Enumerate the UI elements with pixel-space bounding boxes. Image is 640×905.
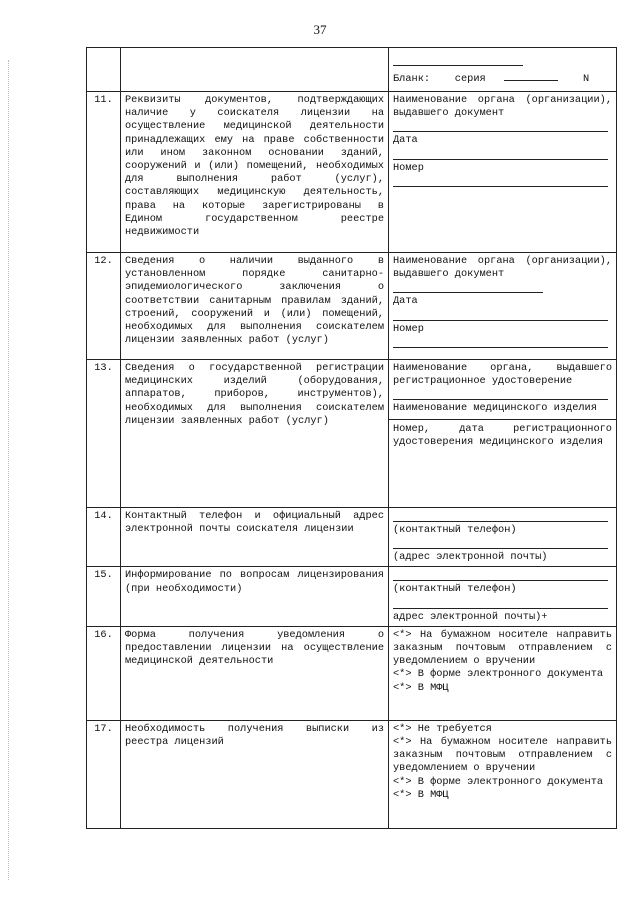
series-label: серия	[454, 73, 486, 86]
divider	[389, 419, 616, 420]
phone-caption: (контактный телефон)	[393, 583, 517, 596]
number-label: Номер	[393, 322, 424, 335]
organ-label: Наименование органа (организации), выдавшего документ	[393, 255, 612, 281]
option-mfc[interactable]: <*> В МФЦ	[393, 788, 449, 801]
row-description: Сведения о наличии выданного в установленном порядке санитарно-эпидемиологического заключения о соответствии санитарным правилам зданий, строений, сооружений и (или) помещений, необходимых для выполнения соискателем лицензии заявленных работ (услуг)	[121, 253, 389, 360]
option-mfc[interactable]: <*> В МФЦ	[393, 681, 449, 694]
organ-field[interactable]	[393, 281, 543, 293]
email-field[interactable]	[393, 537, 608, 549]
phone-caption: (контактный телефон)	[393, 524, 517, 536]
row-number: 11.	[87, 92, 121, 253]
email-field[interactable]	[393, 597, 608, 609]
table-row	[87, 360, 617, 508]
date-label: Дата	[393, 134, 418, 147]
number-label: N	[582, 73, 590, 86]
option-electronic[interactable]: <*> В форме электронного документа	[393, 775, 604, 788]
certificate-label: Номер, дата регистрационного удостоверения медицинского изделия	[393, 422, 612, 448]
row-description: Реквизиты документов, подтверждающих наличие у соискателя лицензии на осуществление медицинской деятельности принадлежащих ему на праве собственности или ином законном основании зданий, сооружений и (или) помещений, необходимых для выполнения работ (услуг), составляющих медицинскую деятельность, права на которые зарегистрированы в Едином государственном реестре недвижимости	[121, 92, 389, 253]
organ-label: Наименование органа, выдавшего регистрационное удостоверение	[393, 362, 612, 388]
option-paper[interactable]: <*> На бумажном носителе направить заказным почтовым отправлением с уведомлением о вручении	[393, 628, 612, 668]
number-field[interactable]	[393, 175, 608, 187]
number-label: Номер	[393, 161, 424, 174]
row-number: 16.	[87, 626, 121, 720]
row-number: 14.	[87, 508, 121, 567]
table-row	[87, 48, 617, 92]
license-application-table	[86, 47, 617, 829]
row-number: 15.	[87, 567, 121, 626]
table-row	[87, 92, 617, 253]
phone-field[interactable]	[393, 569, 608, 581]
row-number: 17.	[87, 720, 121, 828]
row-description: Сведения о государственной регистрации медицинских изделий (оборудования, аппаратов, приборов, инструментов), необходимых для выполнения соискателем лицензии заявленных работ (услуг)	[121, 360, 389, 508]
organ-label: Наименование органа (организации), выдавшего документ	[393, 94, 612, 120]
organ-field[interactable]	[393, 388, 608, 400]
date-field[interactable]	[393, 309, 608, 321]
device-name-label: Наименование медицинского изделия	[393, 402, 597, 415]
page-number: 37	[313, 22, 327, 37]
blank-label: Бланк:	[393, 73, 431, 86]
option-not-required[interactable]: <*> Не требуется	[393, 722, 492, 735]
phone-field[interactable]	[393, 510, 608, 522]
row-description: Необходимость получения выписки из реестра лицензий	[121, 720, 389, 828]
table-row	[87, 253, 617, 360]
row-description: Информирование по вопросам лицензирования (при необходимости)	[121, 567, 389, 626]
row-description: Контактный телефон и официальный адрес электронной почты соискателя лицензии	[121, 508, 389, 567]
table-row	[87, 720, 617, 828]
series-field[interactable]	[504, 71, 558, 81]
number-field[interactable]	[393, 336, 608, 348]
field-underline[interactable]	[393, 56, 523, 66]
option-electronic[interactable]: <*> В форме электронного документа	[393, 668, 604, 681]
date-field[interactable]	[393, 148, 608, 160]
email-caption: (адрес электронной почты)	[393, 551, 548, 564]
email-caption: адрес электронной почты)+	[393, 610, 548, 623]
date-label: Дата	[393, 295, 418, 308]
organ-field[interactable]	[393, 120, 608, 132]
row-number: 13.	[87, 360, 121, 508]
table-row	[87, 508, 617, 567]
table-row	[87, 626, 617, 720]
row-number: 12.	[87, 253, 121, 360]
blank-series-cell	[389, 48, 617, 92]
option-paper[interactable]: <*> На бумажном носителе направить заказным почтовым отправлением с уведомлением о вручении	[393, 736, 612, 775]
table-row	[87, 567, 617, 626]
scan-edge-dots	[8, 60, 11, 880]
row-description: Форма получения уведомления о предоставлении лицензии на осуществление медицинской деятельности	[121, 626, 389, 720]
